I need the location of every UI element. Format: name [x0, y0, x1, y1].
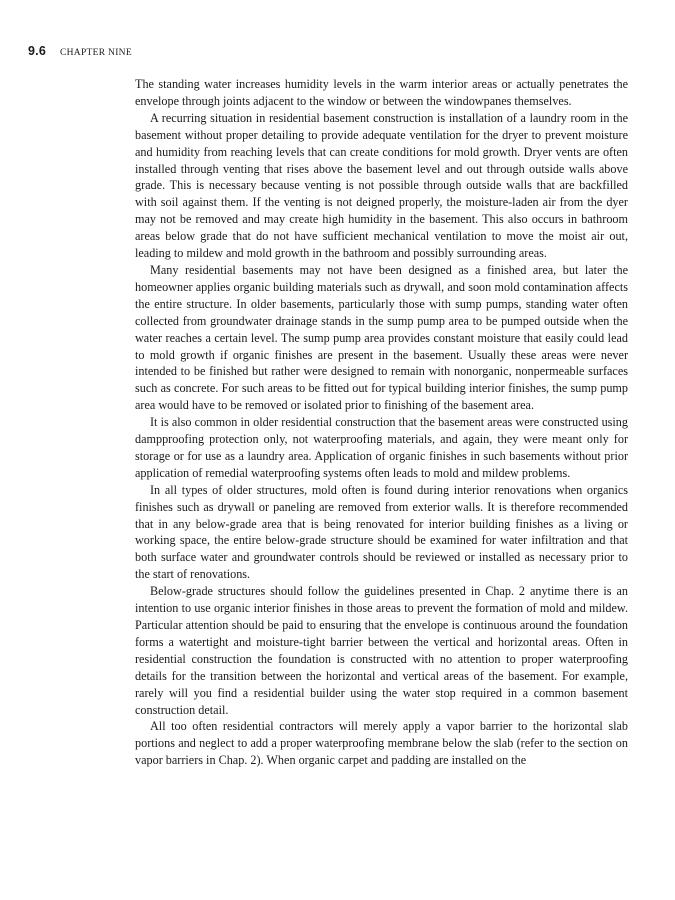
- page-number: 9.6: [28, 44, 46, 58]
- chapter-label: CHAPTER NINE: [59, 48, 132, 58]
- paragraph-below-grade-guidelines: Below-grade structures should follow the guidelines presented in Chap. 2 anytime there is an intention to use organic interior finishes in those areas to prevent the formation of mold and mildew. Particular attention should be paid to ensuring that the envelope is continuous around the foundation forms a watertight and moisture-tight barrier between the vertical and horizontal areas. Often in residential construction the foundation is constructed with no attention to proper waterproofing details for the transition between the horizontal and vertical areas of the basement. For example, rarely will you find a residential builder using the water stop required in a common basement construction detail.: [135, 584, 628, 717]
- body-text: [135, 76, 628, 769]
- running-head: [28, 44, 132, 60]
- paragraph-laundry-room: A recurring situation in residential basement construction is installation of a laundry room in the basement without proper detailing to provide adequate ventilation for the dryer to prevent moisture and humidity from reaching levels that can create conditions for mold growth. Dryer vents are often installed through venting that rises above the basement level and out through outside walls above grade. This is necessary because venting is not possible through outside walls that are backfilled with soil against them. If the venting is not deigned properly, the moisture-laden air from the dyer may not be removed and may create high humidity in the basement. This also occurs in bathroom areas below grade that do not have sufficient mechanical ventilation to move the moist air out, leading to mildew and mold growth in the bathroom and possibly surrounding areas.: [135, 110, 628, 261]
- paragraph-continuation: The standing water increases humidity levels in the warm interior areas or actually penetrates the envelope through joints adjacent to the window or between the windowpanes themselves.: [135, 77, 628, 108]
- paragraph-vapor-barrier: All too often residential contractors will merely apply a vapor barrier to the horizontal slab portions and neglect to add a proper waterproofing membrane below the slab (refer to the section on vapor barriers in Chap. 2). When organic carpet and padding are installed on the: [135, 719, 628, 768]
- paragraph-finished-basements: Many residential basements may not have been designed as a finished area, but later the homeowner applies organic building materials such as drywall, and soon mold contamination affects the entire structure. In older basements, particularly those with sump pumps, standing water often collected from groundwater drainage stands in the sump pump area to be pumped outside when the water reaches a certain level. The sump pump area provides constant moisture that easily could lead to mold growth if organic finishes are present in the basement. Usually these areas were never intended to be finished but rather were designed to remain with nonorganic, nonpermeable surfaces such as concrete. For such areas to be fitted out for typical building interior finishes, the sump pump area would have to be removed or isolated prior to finishing of the basement area.: [135, 262, 628, 413]
- paragraph-dampproofing: It is also common in older residential construction that the basement areas were constructed using dampproofing protection only, not waterproofing materials, and again, they were meant only for storage or for use as a laundry area. Application of organic finishes in such basements without prior application of remedial waterproofing systems often leads to mold and mildew problems.: [135, 415, 628, 480]
- paragraph-renovations: In all types of older structures, mold often is found during interior renovations when organics finishes such as drywall or paneling are removed from exterior walls. It is therefore recommended that in any below-grade area that is being renovated for interior building finishes as a living or working space, the entire below-grade structure should be examined for water infiltration and that both surface water and groundwater controls should be reviewed or installed as necessary prior to the start of renovations.: [135, 482, 628, 582]
